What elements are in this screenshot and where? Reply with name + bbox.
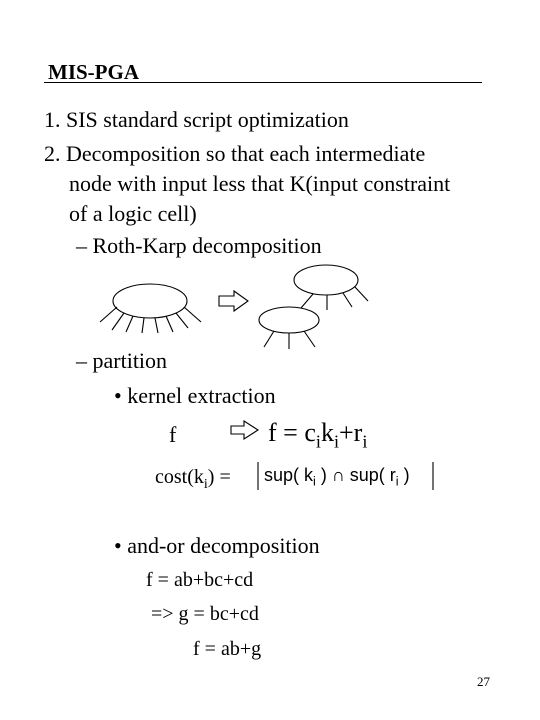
page-number: 27 xyxy=(477,674,490,689)
kernel-formula: $f = c_ik_i+r_i$ xyxy=(268,418,368,452)
sub-item-partition: – partition xyxy=(76,348,168,373)
equation-2: => g = bc+cd xyxy=(151,603,259,625)
right-arrow-icon xyxy=(219,291,248,311)
upper-node xyxy=(294,265,368,310)
lower-node xyxy=(259,307,319,349)
list-item-2: 2. Decomposition so that each intermediate xyxy=(44,141,426,166)
equation-1: f = ab+bc+cd xyxy=(146,569,254,591)
bullet-and-or-decomposition: • and-or decomposition xyxy=(114,533,320,558)
cost-expression: sup( $k_i$ ) ∩ sup( $r_i$ ) xyxy=(264,465,410,489)
sub-item-roth-karp: – Roth-Karp decomposition xyxy=(76,233,322,258)
bullet-kernel-extraction: • kernel extraction xyxy=(114,383,276,408)
list-item-2-line3: of a logic cell) xyxy=(69,201,197,226)
kernel-f-label: f xyxy=(169,422,177,447)
cost-label: $\cos t(k_i)$ = xyxy=(155,466,231,492)
list-item-2-line2: node with input less that K(input constraint xyxy=(69,171,451,196)
equation-3: f = ab+g xyxy=(193,638,262,660)
right-arrow-icon xyxy=(231,421,258,439)
big-node xyxy=(100,284,201,333)
list-item-1: 1. SIS standard script optimization xyxy=(44,107,349,132)
slide-title: MIS-PGA xyxy=(48,60,139,84)
